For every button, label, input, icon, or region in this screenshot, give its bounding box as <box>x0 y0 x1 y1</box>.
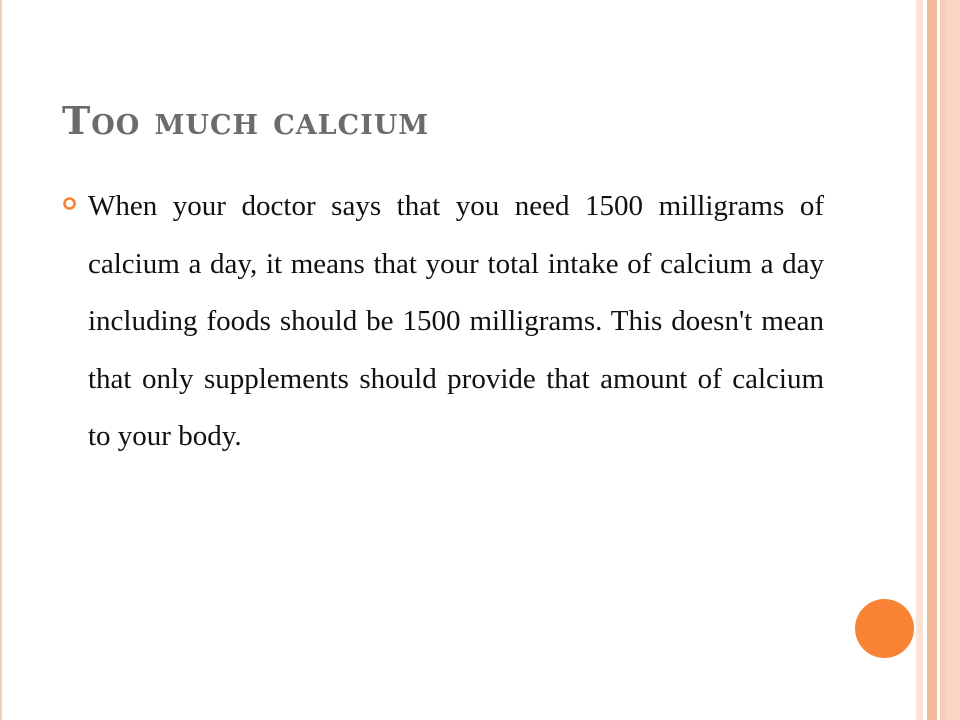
left-border-stripe <box>0 0 2 720</box>
stripe-3 <box>927 0 937 720</box>
stripe-1 <box>916 0 923 720</box>
slide-title: Too much calcium <box>62 98 430 143</box>
stripe-6 <box>946 0 960 720</box>
orange-circle-decoration <box>855 599 914 658</box>
bullet-item <box>62 178 824 466</box>
hollow-circle-bullet-icon <box>62 196 77 211</box>
bullet-text: When your doctor says that you need 1500 milligrams of calcium a day, it means that your total intake of calcium a day including foods should be 1500 milligrams. This doesn't mean that only supplements should provide that amount of calcium to your body. <box>88 190 824 452</box>
right-decorative-stripes <box>916 0 960 720</box>
